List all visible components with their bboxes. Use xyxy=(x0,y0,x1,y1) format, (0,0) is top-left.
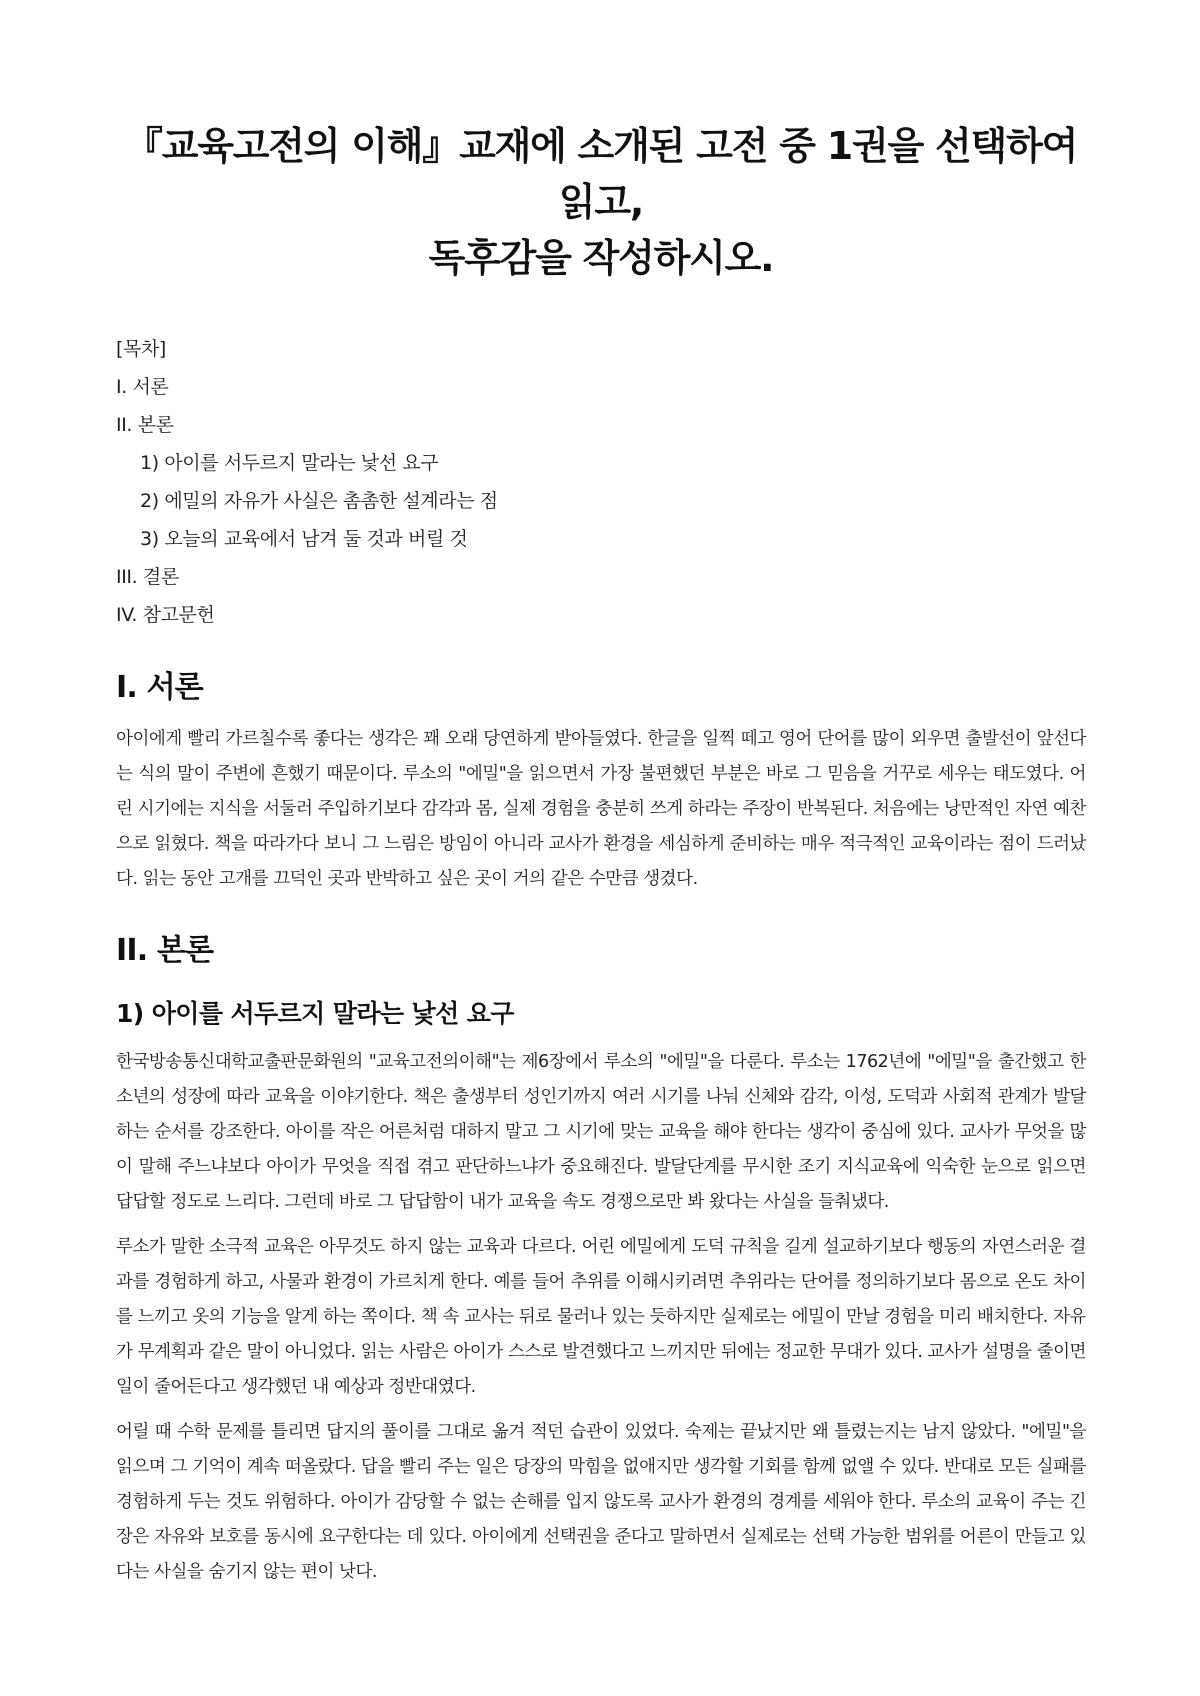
toc-item-body: II. 본론 xyxy=(116,414,174,436)
toc-item-conclusion: III. 결론 xyxy=(116,566,179,588)
intro-paragraph: 아이에게 빨리 가르칠수록 좋다는 생각은 꽤 오래 당연하게 받아들였다. 한글을 일찍 떼고 영어 단어를 많이 외우면 출발선이 앞선다는 식의 말이 주변에 흔했기 때문이다. 루소의 "에밀"을 읽으면서 가장 불편했던 부분은 바로 그 믿음을 거꾸로 세우는 태도였다. 어린 시기에는 지식을 서둘러 주입하기보다 감각과 몸, 실제 경험을 충분히 쓰게 하라는 주장이 반복된다. 처음에는 낭만적인 자연 예찬으로 읽혔다. 책을 따라가다 보니 그 느림은 방임이 아니라 교사가 환경을 세심하게 준비하는 매우 적극적인 교육이라는 점이 드러났다. 읽는 동안 고개를 끄덕인 곳과 반박하고 싶은 곳이 거의 같은 수만큼 생겼다. xyxy=(116,729,1086,889)
table-of-contents xyxy=(116,330,1086,634)
toc-heading: [목차] xyxy=(116,338,166,360)
subsection-heading-1: 1) 아이를 서두르지 말라는 낯선 요구 xyxy=(116,999,514,1028)
body-paragraph-1: 한국방송통신대학교출판문화원의 "교육고전의이해"는 제6장에서 루소의 "에밀"을 다룬다. 루소는 1762년에 "에밀"을 출간했고 한 소년의 성장에 따라 교육을 이야기한다. 책은 출생부터 성인기까지 여러 시기를 나눠 신체와 감각, 이성, 도덕과 사회적 관계가 발달하는 순서를 강조한다. 아이를 작은 어른처럼 대하지 말고 그 시기에 맞는 교육을 해야 한다는 생각이 중심에 있다. 교사가 무엇을 많이 말해 주느냐보다 아이가 무엇을 직접 겪고 판단하느냐가 중요해진다. 발달단계를 무시한 조기 지식교육에 익숙한 눈으로 읽으면 답답할 정도로 느리다. 그런데 바로 그 답답함이 내가 교육을 속도 경쟁으로만 봐 왔다는 사실을 들춰냈다. xyxy=(116,1052,1086,1212)
document-page xyxy=(116,118,1086,1600)
document-title-line-2: 독후감을 작성하시오. xyxy=(428,236,774,280)
toc-item-body-2: 2) 에밀의 자유가 사실은 촘촘한 설계라는 점 xyxy=(140,490,498,512)
toc-item-body-1: 1) 아이를 서두르지 말라는 낯선 요구 xyxy=(140,452,439,474)
toc-item-intro: I. 서론 xyxy=(116,376,169,398)
body-paragraph-3: 어릴 때 수학 문제를 틀리면 답지의 풀이를 그대로 옮겨 적던 습관이 있었다. 숙제는 끝났지만 왜 틀렸는지는 남지 않았다. "에밀"을 읽으며 그 기억이 계속 떠올랐다. 답을 빨리 주는 일은 당장의 막힘을 없애지만 생각할 기회를 함께 없앨 수 있다. 반대로 모든 실패를 경험하게 두는 것도 위험하다. 아이가 감당할 수 없는 손해를 입지 않도록 교사가 환경의 경계를 세워야 한다. 루소의 교육이 주는 긴장은 자유와 보호를 동시에 요구한다는 데 있다. 아이에게 선택권을 준다고 말하면서 실제로는 선택 가능한 범위를 어른이 만들고 있다는 사실을 숨기지 않는 편이 낫다. xyxy=(116,1422,1086,1582)
document-title xyxy=(116,118,1086,286)
section-heading-body: II. 본론 xyxy=(116,933,214,968)
toc-item-references: IV. 참고문헌 xyxy=(116,604,215,626)
document-title-line-1: 『교육고전의 이해』교재에 소개된 고전 중 1권을 선택하여 읽고, xyxy=(124,124,1078,224)
section-heading-intro: I. 서론 xyxy=(116,670,203,705)
body-paragraph-2: 루소가 말한 소극적 교육은 아무것도 하지 않는 교육과 다르다. 어린 에밀에게 도덕 규칙을 길게 설교하기보다 행동의 자연스러운 결과를 경험하게 하고, 사물과 환경이 가르치게 한다. 예를 들어 추위를 이해시키려면 추위라는 단어를 정의하기보다 몸으로 온도 차이를 느끼고 옷의 기능을 알게 하는 쪽이다. 책 속 교사는 뒤로 물러나 있는 듯하지만 실제로는 에밀이 만날 경험을 미리 배치한다. 자유가 무계획과 같은 말이 아니었다. 읽는 사람은 아이가 스스로 발견했다고 느끼지만 뒤에는 정교한 무대가 있다. 교사가 설명을 줄이면 일이 줄어든다고 생각했던 내 예상과 정반대였다. xyxy=(116,1237,1086,1397)
toc-item-body-3: 3) 오늘의 교육에서 남겨 둘 것과 버릴 것 xyxy=(140,528,468,550)
